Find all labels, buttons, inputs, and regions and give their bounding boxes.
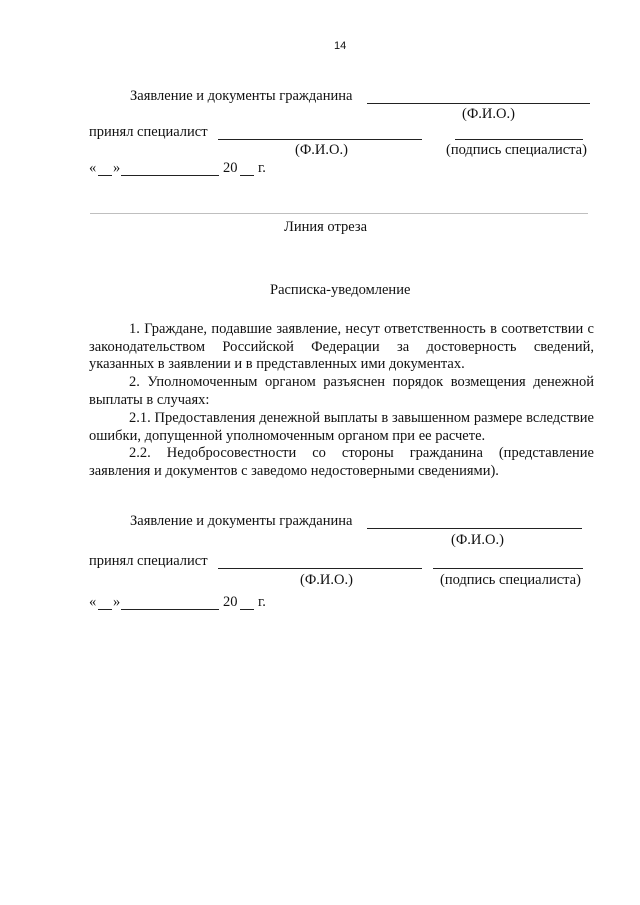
signature-caption: (подпись специалиста): [440, 572, 581, 588]
paragraph-2-2: 2.2. Недобросовестности со стороны гражданина (представление заявления и документов с заведомо недостоверными сведениями).: [89, 445, 594, 479]
day-blank: [98, 609, 112, 610]
year-suffix: г.: [258, 594, 266, 610]
paragraph-2: 2. Уполномоченным органом разъяснен порядок возмещения денежной выплаты в случаях:: [89, 374, 594, 408]
cut-line: [90, 213, 588, 214]
accepted-by-label: принял специалист: [89, 124, 208, 140]
cut-line-label: Линия отреза: [284, 219, 368, 235]
application-line-label: Заявление и документы гражданина: [130, 513, 353, 529]
page-number: 14: [334, 40, 347, 52]
year-prefix: 20: [223, 594, 238, 610]
specialist-fio-caption: (Ф.И.О.): [300, 572, 353, 588]
date-open-quote: «: [89, 160, 97, 176]
citizen-fio-caption: (Ф.И.О.): [451, 532, 504, 548]
year-suffix: г.: [258, 160, 266, 176]
date-open-quote: «: [89, 594, 97, 610]
paragraph-2-1: 2.1. Предоставления денежной выплаты в завышенном размере вследствие ошибки, допущенной уполномоченным органом при ее расчете.: [89, 410, 594, 444]
specialist-name-blank: [218, 568, 422, 569]
specialist-fio-caption: (Ф.И.О.): [295, 142, 348, 158]
citizen-fio-caption: (Ф.И.О.): [462, 106, 515, 122]
paragraph-1: 1. Граждане, подавшие заявление, несут ответственность в соответствии с законодательством Российской Федерации за достоверность сведений, указанных в заявлении и в представленных ими документах.: [89, 321, 594, 373]
month-blank: [121, 175, 219, 176]
application-line-label: Заявление и документы гражданина: [130, 88, 353, 104]
specialist-signature-blank: [455, 139, 583, 140]
citizen-name-blank: [367, 528, 582, 529]
year-prefix: 20: [223, 160, 238, 176]
month-blank: [121, 609, 219, 610]
year-blank: [240, 609, 254, 610]
specialist-signature-blank: [433, 568, 583, 569]
accepted-by-label: принял специалист: [89, 553, 208, 569]
year-blank: [240, 175, 254, 176]
receipt-title: Расписка-уведомление: [270, 282, 411, 298]
date-close-quote: »: [113, 160, 121, 176]
day-blank: [98, 175, 112, 176]
specialist-name-blank: [218, 139, 422, 140]
signature-caption: (подпись специалиста): [446, 142, 587, 158]
date-close-quote: »: [113, 594, 121, 610]
citizen-name-blank: [367, 103, 590, 104]
